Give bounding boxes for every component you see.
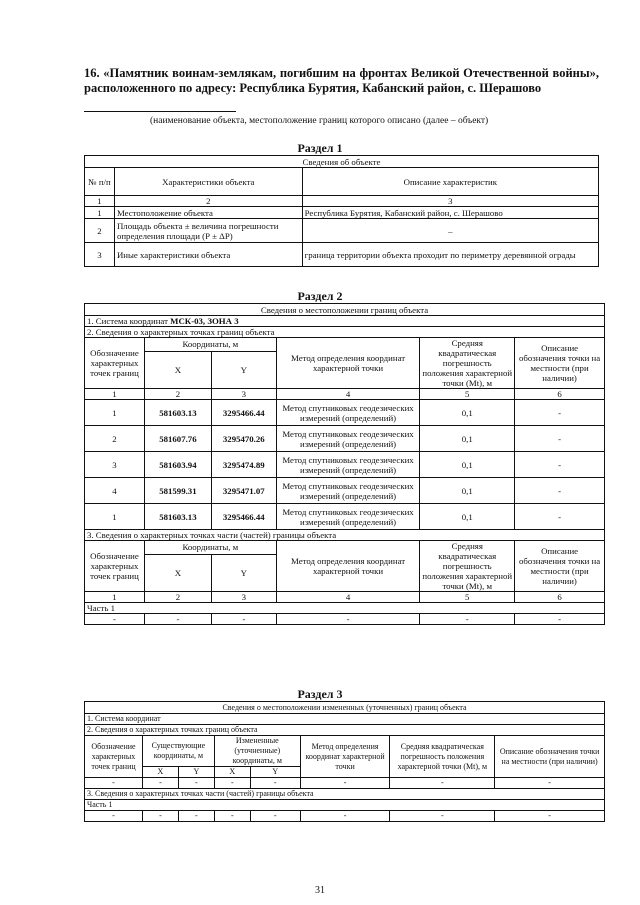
col-header-desc: Описание обозначения точки на местности (при наличии): [515, 541, 605, 592]
col-header-x: X: [144, 554, 211, 591]
point-method: Метод спутниковых геодезических измерений (определений): [276, 400, 420, 426]
point-y: 3295474.89: [211, 452, 276, 478]
empty-cell: -: [390, 778, 495, 789]
col-header-x: X: [214, 767, 250, 778]
empty-cell: -: [495, 811, 605, 822]
section1-table: [84, 155, 599, 267]
index-cell: 4: [276, 592, 420, 603]
part-label: Часть 1: [85, 603, 605, 614]
index-cell: 2: [114, 196, 302, 207]
section3-table: [84, 701, 605, 822]
part-label: Часть 1: [85, 800, 605, 811]
col-header-method: Метод определения координат характерной точки: [276, 541, 420, 592]
empty-cell: -: [142, 811, 178, 822]
col-header-point: Обозначение характерных точек границ: [85, 736, 143, 778]
point-method: Метод спутниковых геодезических измерений (определений): [276, 426, 420, 452]
table-row: [85, 400, 605, 426]
point-id: 1: [85, 400, 145, 426]
point-id: 2: [85, 426, 145, 452]
col-header-desc: Описание обозначения точки на местности (при наличии): [495, 736, 605, 778]
point-y: 3295466.44: [211, 504, 276, 530]
section3-caption: Сведения о местоположении измененных (уточненных) границ объекта: [85, 702, 605, 714]
point-error: 0,1: [420, 452, 515, 478]
empty-cell: -: [214, 778, 250, 789]
subsection-part-points: 3. Сведения о характерных точках части (частей) границы объекта: [85, 530, 605, 541]
table-row: [85, 478, 605, 504]
section3-title: Раздел 3: [297, 687, 343, 701]
index-cell: 6: [515, 389, 605, 400]
point-error: 0,1: [420, 400, 515, 426]
col-header-point: Обозначение характерных точек границ: [85, 541, 145, 592]
section1-title: Раздел 1: [297, 141, 343, 155]
point-desc: -: [515, 504, 605, 530]
col-header-y: Y: [211, 554, 276, 591]
point-error: 0,1: [420, 504, 515, 530]
section2-caption: Сведения о местоположении границ объекта: [85, 304, 605, 316]
table-row: [85, 504, 605, 530]
coordinate-system-value: МСК-03, ЗОНА 3: [170, 316, 239, 326]
table-row: [85, 811, 605, 822]
col-header-existing-coords: Существующие координаты, м: [142, 736, 214, 767]
index-cell: 3: [211, 389, 276, 400]
row-characteristic: Площадь объекта ± величина погрешности определения площади (Р ± ΔР): [114, 219, 302, 243]
point-id: 3: [85, 452, 145, 478]
empty-cell: -: [250, 778, 300, 789]
point-method: Метод спутниковых геодезических измерений (определений): [276, 478, 420, 504]
col-header-error: Средняя квадратическая погрешность положения характерной точки (Mt), м: [420, 338, 515, 389]
point-x: 581603.94: [144, 452, 211, 478]
row-num: 1: [85, 207, 115, 219]
point-y: 3295471.07: [211, 478, 276, 504]
coordinate-system: 1. Система координат: [85, 714, 605, 725]
section2-table: [84, 303, 605, 625]
point-method: Метод спутниковых геодезических измерений (определений): [276, 504, 420, 530]
subsection-part-points: 3. Сведения о характерных точках части (частей) границы объекта: [85, 789, 605, 800]
table-row: [85, 614, 605, 625]
subsection-points: 2. Сведения о характерных точках границ объекта: [85, 725, 605, 736]
index-cell: 6: [515, 592, 605, 603]
point-desc: -: [515, 426, 605, 452]
point-id: 4: [85, 478, 145, 504]
empty-cell: -: [495, 778, 605, 789]
row-characteristic: Местоположение объекта: [114, 207, 302, 219]
point-y: 3295470.26: [211, 426, 276, 452]
empty-cell: -: [142, 778, 178, 789]
col-header-error: Средняя квадратическая погрешность положения характерной точки (Mt), м: [420, 541, 515, 592]
point-y: 3295466.44: [211, 400, 276, 426]
col-header-method: Метод определения координат характерной точки: [276, 338, 420, 389]
row-description: Республика Бурятия, Кабанский район, с. Шерашово: [302, 207, 598, 219]
row-num: 3: [85, 243, 115, 267]
col-header-changed-coords: Измененные (уточненные) координаты, м: [214, 736, 300, 767]
index-cell: 2: [144, 389, 211, 400]
empty-cell: -: [276, 614, 420, 625]
table-row: [85, 452, 605, 478]
table-row: [85, 243, 599, 267]
index-cell: 1: [85, 389, 145, 400]
point-desc: -: [515, 452, 605, 478]
col-header-coords: Координаты, м: [144, 541, 276, 555]
table-row: [85, 219, 599, 243]
point-x: 581599.31: [144, 478, 211, 504]
table-row: [85, 207, 599, 219]
index-cell: 1: [85, 592, 145, 603]
col-header-description: Описание характеристик: [302, 168, 598, 196]
index-cell: 5: [420, 592, 515, 603]
point-error: 0,1: [420, 478, 515, 504]
row-characteristic: Иные характеристики объекта: [114, 243, 302, 267]
empty-cell: -: [178, 811, 214, 822]
empty-cell: -: [85, 811, 143, 822]
point-error: 0,1: [420, 426, 515, 452]
row-description: граница территории объекта проходит по периметру деревянной ограды: [302, 243, 598, 267]
table-row: [85, 778, 605, 789]
heading-underline: [84, 111, 236, 112]
empty-cell: -: [211, 614, 276, 625]
index-cell: 3: [211, 592, 276, 603]
point-id: 1: [85, 504, 145, 530]
col-header-characteristics: Характеристики объекта: [114, 168, 302, 196]
empty-cell: -: [250, 811, 300, 822]
col-header-y: Y: [178, 767, 214, 778]
heading-note: (наименование объекта, местоположение границ которого описано (далее – объект): [150, 116, 489, 126]
col-header-y: Y: [250, 767, 300, 778]
col-header-x: X: [142, 767, 178, 778]
coordinate-system: [85, 316, 605, 327]
table-row: [85, 426, 605, 452]
index-cell: 4: [276, 389, 420, 400]
empty-cell: -: [144, 614, 211, 625]
index-cell: 1: [85, 196, 115, 207]
col-header-num: № п/п: [85, 168, 115, 196]
empty-cell: -: [390, 811, 495, 822]
empty-cell: -: [85, 614, 145, 625]
point-x: 581603.13: [144, 400, 211, 426]
empty-cell: -: [420, 614, 515, 625]
point-method: Метод спутниковых геодезических измерений (определений): [276, 452, 420, 478]
point-x: 581603.13: [144, 504, 211, 530]
empty-cell: -: [178, 778, 214, 789]
subsection-points: 2. Сведения о характерных точках границ объекта: [85, 327, 605, 338]
col-header-x: X: [144, 351, 211, 388]
point-desc: -: [515, 400, 605, 426]
col-header-point: Обозначение характерных точек границ: [85, 338, 145, 389]
point-desc: -: [515, 478, 605, 504]
col-header-coords: Координаты, м: [144, 338, 276, 352]
empty-cell: -: [300, 778, 390, 789]
empty-cell: -: [515, 614, 605, 625]
page-number: 31: [315, 885, 325, 896]
empty-cell: -: [214, 811, 250, 822]
col-header-desc: Описание обозначения точки на местности (при наличии): [515, 338, 605, 389]
index-cell: 5: [420, 389, 515, 400]
row-description: –: [302, 219, 598, 243]
col-header-error: Средняя квадратическая погрешность положения характерной точки (Mt), м: [390, 736, 495, 778]
coordinate-system-label: 1. Система координат: [87, 316, 171, 326]
col-header-method: Метод определения координат характерной точки: [300, 736, 390, 778]
empty-cell: -: [300, 811, 390, 822]
section1-caption: Сведения об объекте: [85, 156, 599, 168]
index-cell: 3: [302, 196, 598, 207]
document-heading: 16. «Памятник воинам-землякам, погибшим на фронтах Великой Отечественной войны», расположенного по адресу: Республика Бурятия, Кабанский район, с. Шерашово: [84, 66, 599, 95]
section2-title: Раздел 2: [297, 289, 343, 303]
empty-cell: -: [85, 778, 143, 789]
col-header-y: Y: [211, 351, 276, 388]
row-num: 2: [85, 219, 115, 243]
point-x: 581607.76: [144, 426, 211, 452]
index-cell: 2: [144, 592, 211, 603]
